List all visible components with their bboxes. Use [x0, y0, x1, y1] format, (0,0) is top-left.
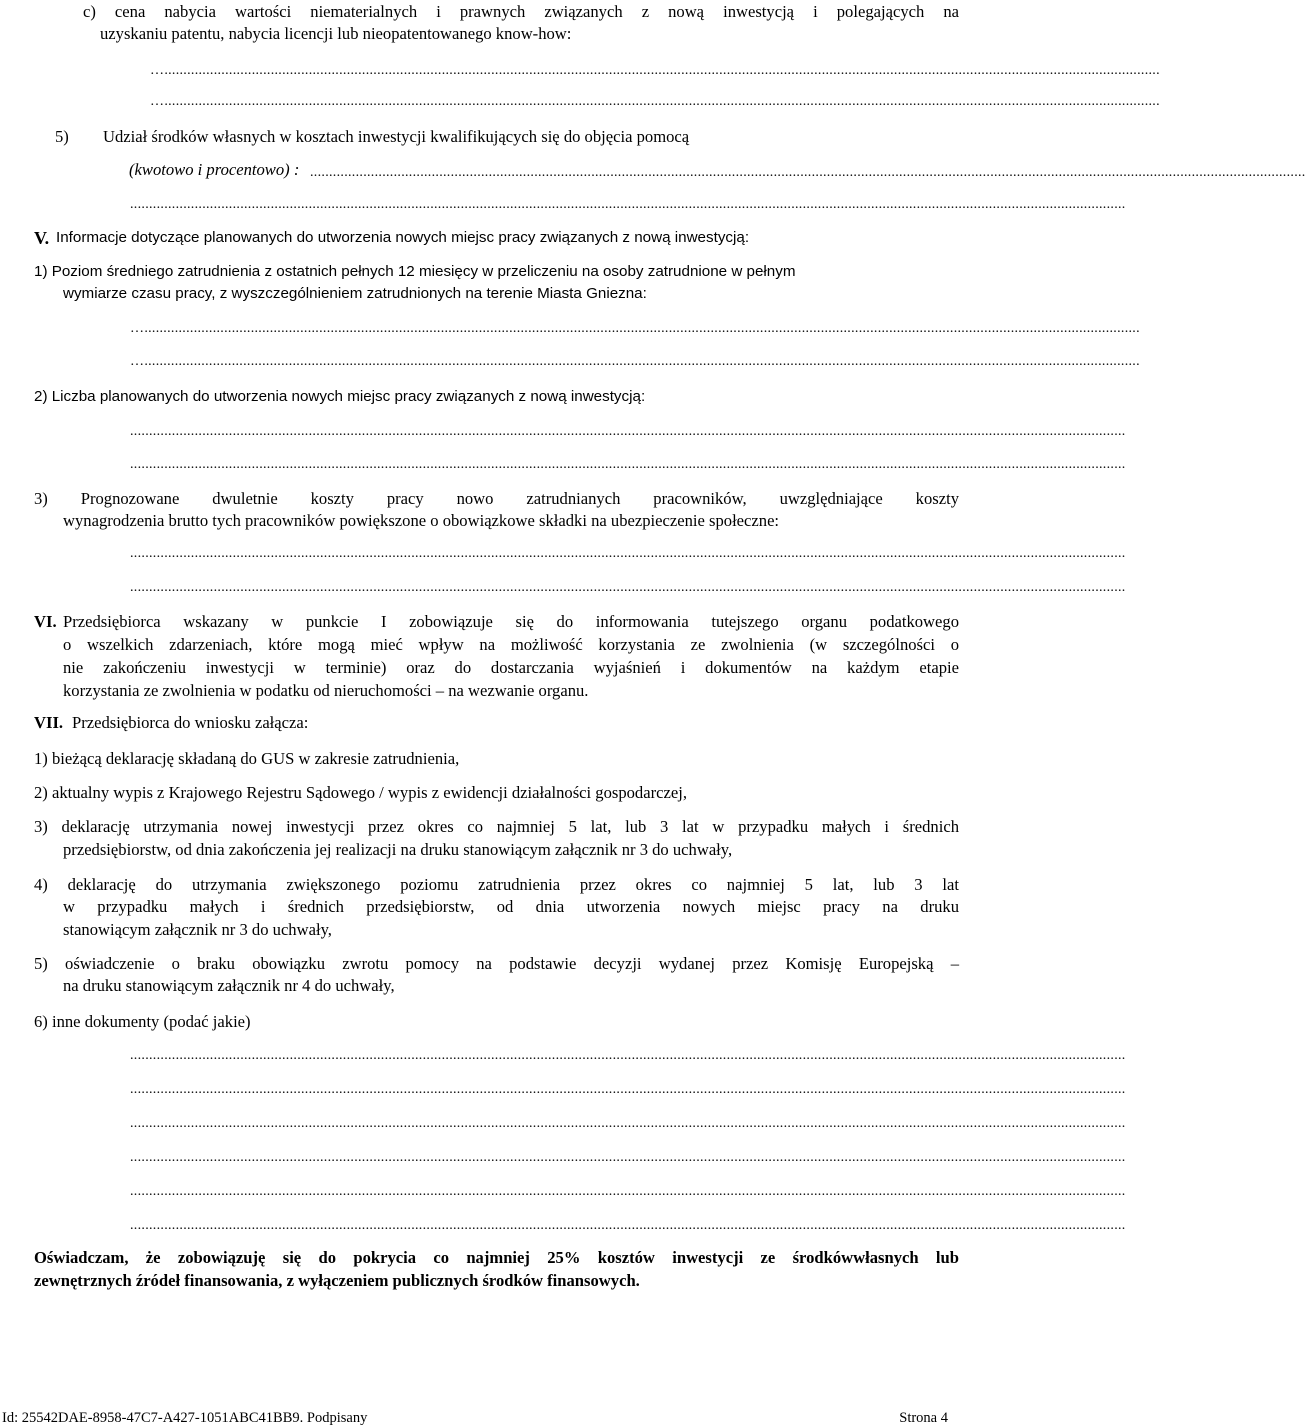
section-heading: Przedsiębiorca do wniosku załącza:: [72, 713, 309, 732]
declaration-line: zewnętrznych źródeł finansowania, z wyłączeniem publicznych środków finansowych.: [34, 1271, 640, 1290]
list-item: 3) deklarację utrzymania nowej inwestycji przez okres co najmniej 5 lat, lub 3 lat w przypadku małych i średnich: [34, 817, 959, 836]
page-number: Strona 4: [899, 1410, 948, 1426]
dotted-fill: ......................................................................................................................................................................................................................................................................: [130, 1218, 1126, 1233]
line-vi1: Przedsiębiorca wskazany w punkcie I zobowiązuje się do informowania tutejszego organu podatkowego: [63, 612, 959, 631]
list-item-cont: przedsiębiorstw, od dnia zakończenia jej realizacji na druku stanowiącym załącznik nr 3 do uchwały,: [63, 840, 733, 859]
line-v3a: 3) Prognozowane dwuletnie koszty pracy nowo zatrudnianych pracowników, uwzględniające koszty: [34, 489, 959, 508]
line-v3b: wynagrodzenia brutto tych pracowników powiększone o obowiązkowe składki na ubezpieczenie społeczne:: [63, 511, 780, 530]
line-c2: uzyskaniu patentu, nabycia licencji lub nieopatentowanego know-how:: [100, 24, 572, 43]
list-item: 4) deklarację do utrzymania zwiększonego poziomu zatrudnienia przez okres co najmniej 5 lat, lub 3 lat: [34, 875, 959, 894]
line-vi3: nie zakończeniu inwestycji w terminie) oraz do dostarczania wyjaśnień i dokumentów na każdym etapie: [63, 658, 959, 677]
dotted-fill: ......................................................................................................................................................................................................................................................................: [130, 424, 1126, 439]
dotted-fill: …......................................................................................................................................................................................................................................................................: [130, 321, 1140, 336]
item-number: 5): [55, 127, 69, 146]
section-number: VI.: [34, 612, 57, 631]
declaration-line: Oświadczam, że zobowiązuję się do pokrycia co najmniej 25% kosztów inwestycji ze środkówwłasnych lub: [34, 1248, 959, 1267]
dotted-fill: ......................................................................................................................................................................................................................................................................: [130, 1116, 1126, 1131]
dotted-fill: ......................................................................................................................................................................................................................................................................: [130, 1150, 1126, 1165]
line-vi4: korzystania ze zwolnienia w podatku od nieruchomości – na wezwanie organu.: [63, 681, 589, 700]
dotted-fill: ......................................................................................................................................................................................................................................................................: [310, 165, 1306, 180]
list-item-cont: na druku stanowiącym załącznik nr 4 do uchwały,: [63, 976, 395, 995]
line-c1: c) cena nabycia wartości niematerialnych i prawnych związanych z nową inwestycją i polegających na: [83, 2, 959, 21]
dotted-fill: …......................................................................................................................................................................................................................................................................: [150, 63, 1160, 78]
dotted-fill: ......................................................................................................................................................................................................................................................................: [130, 580, 1126, 595]
document-id: Id: 25542DAE-8958-47C7-A427-1051ABC41BB9. Podpisany: [2, 1410, 368, 1426]
list-item-cont: stanowiącym załącznik nr 3 do uchwały,: [63, 920, 332, 939]
list-item: 5) oświadczenie o braku obowiązku zwrotu pomocy na podstawie decyzji wydanej przez Komisję Europejską –: [34, 954, 959, 973]
line-v2: 2) Liczba planowanych do utworzenia nowych miejsc pracy związanych z nową inwestycją:: [34, 388, 646, 405]
section-number: VII.: [34, 713, 64, 732]
list-item: 1) bieżącą deklarację składaną do GUS w zakresie zatrudnienia,: [34, 749, 460, 768]
dotted-fill: ......................................................................................................................................................................................................................................................................: [130, 197, 1126, 212]
dotted-fill: ......................................................................................................................................................................................................................................................................: [130, 1184, 1126, 1199]
list-item: 6) inne dokumenty (podać jakie): [34, 1012, 251, 1031]
line-5b: (kwotowo i procentowo) :: [129, 160, 300, 179]
line-v1a: 1) Poziom średniego zatrudnienia z ostatnich pełnych 12 miesięcy w przeliczeniu na osoby zatrudnione w pełnym: [34, 263, 796, 280]
line-v1b: wymiarze czasu pracy, z wyszczególnieniem zatrudnionych na terenie Miasta Gniezna:: [63, 285, 647, 302]
dotted-fill: …......................................................................................................................................................................................................................................................................: [150, 94, 1160, 109]
dotted-fill: …......................................................................................................................................................................................................................................................................: [130, 354, 1140, 369]
section-heading: Informacje dotyczące planowanych do utworzenia nowych miejsc pracy związanych z nową inwestycją:: [56, 229, 750, 246]
line-vi2: o wszelkich zdarzeniach, które mogą mieć wpływ na możliwość korzystania ze zwolnienia (w szczególności o: [63, 635, 959, 654]
dotted-fill: ......................................................................................................................................................................................................................................................................: [130, 1082, 1126, 1097]
dotted-fill: ......................................................................................................................................................................................................................................................................: [130, 1048, 1126, 1063]
line-5a: Udział środków własnych w kosztach inwestycji kwalifikujących się do objęcia pomocą: [103, 127, 690, 146]
dotted-fill: ......................................................................................................................................................................................................................................................................: [130, 546, 1126, 561]
list-item: 2) aktualny wypis z Krajowego Rejestru Sądowego / wypis z ewidencji działalności gospodarczej,: [34, 783, 687, 802]
dotted-fill: ......................................................................................................................................................................................................................................................................: [130, 457, 1126, 472]
list-item-cont: w przypadku małych i średnich przedsiębiorstw, od dnia utworzenia nowych miejsc pracy na druku: [63, 897, 959, 916]
section-number: V.: [34, 228, 50, 248]
